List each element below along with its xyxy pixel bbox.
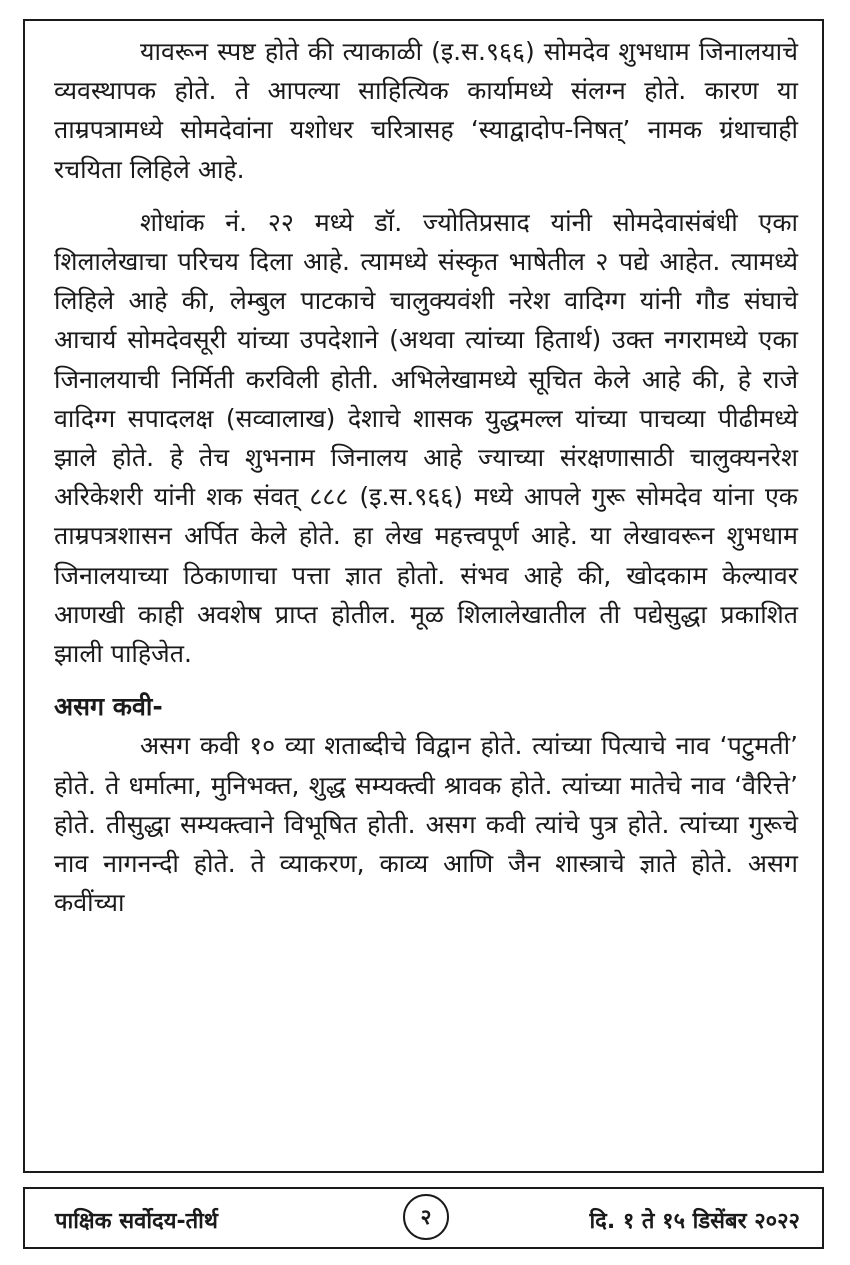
paragraph-2: शोधांक नं. २२ मध्ये डॉ. ज्योतिप्रसाद यांनी सोमदेवासंबंधी एका शिलालेखाचा परिचय दिला आहे. त्यामध्ये संस्कृत भाषेतील २ पद्ये आहेत. त्यामध्ये लिहिले आहे की, लेम्बुल पाटकाचे चालुक्यवंशी नरेश वादिग्ग यांनी गौड संघाचे आचार्य सोमदेवसूरी यांच्या उपदेशाने (अथवा त्यांच्या हितार्थ) उक्त नगरामध्ये एका जिनालयाची निर्मिती करविली होती. अभिलेखामध्ये सूचित केले आहे की, हे राजे वादिग्ग सपादलक्ष (सव्वालाख) देशाचे शासक युद्धमल्ल यांच्या पाचव्या पीढीमध्ये झाले होते. हे तेच शुभनाम जिनालय आहे ज्याच्या संरक्षणासाठी चालुक्यनरेश अरिकेशरी यांनी शक संवत् ८८८ (इ.स.९६६) मध्ये आपले गुरू सोमदेव यांना एक ताम्रपत्रशासन अर्पित केले होते. हा लेख महत्त्वपूर्ण आहे. या लेखावरून शुभधाम जिनालयाच्या ठिकाणाचा पत्ता ज्ञात होतो. संभव आहे की, खोदकाम केल्यावर आणखी काही अवशेष प्राप्त होतील. मूळ शिलालेखातील ती पद्येसुद्धा प्रकाशित झाली पाहिजेत. <box>54 207 798 669</box>
publication-name: पाक्षिक सर्वोदय-तीर्थ <box>55 1209 218 1234</box>
page-number: २ <box>403 1194 449 1240</box>
paragraph-1: यावरून स्पष्ट होते की त्याकाळी (इ.स.९६६) सोमदेव शुभधाम जिनालयाचे व्यवस्थापक होते. ते आपल्या साहित्यिक कार्यामध्ये संलग्न होते. कारण या ताम्रपत्रामध्ये सोमदेवांना यशोधर चरित्रासह ‘स्याद्वादोप-निषत्’ नामक ग्रंथाचाही रचयिता लिहिले आहे. <box>54 37 798 184</box>
section-heading: असग कवी- <box>54 692 163 722</box>
issue-date: दि. १ ते १५ डिसेंबर २०२२ <box>589 1209 800 1234</box>
article-body <box>54 32 798 922</box>
paragraph-3: असग कवी १० व्या शताब्दीचे विद्वान होते. त्यांच्या पित्याचे नाव ‘पटुमती’ होते. ते धर्मात्मा, मुनिभक्त, शुद्ध सम्यक्त्वी श्रावक होते. त्यांच्या मातेचे नाव ‘वैरित्ते’ होते. तीसुद्धा सम्यक्त्वाने विभूषित होती. असग कवी त्यांचे पुत्र होते. त्यांच्या गुरूचे नाव नागनन्दी होते. ते व्याकरण, काव्य आणि जैन शास्त्राचे ज्ञाते होते. असग कवींच्या <box>54 731 798 918</box>
page-footer <box>23 1187 824 1249</box>
